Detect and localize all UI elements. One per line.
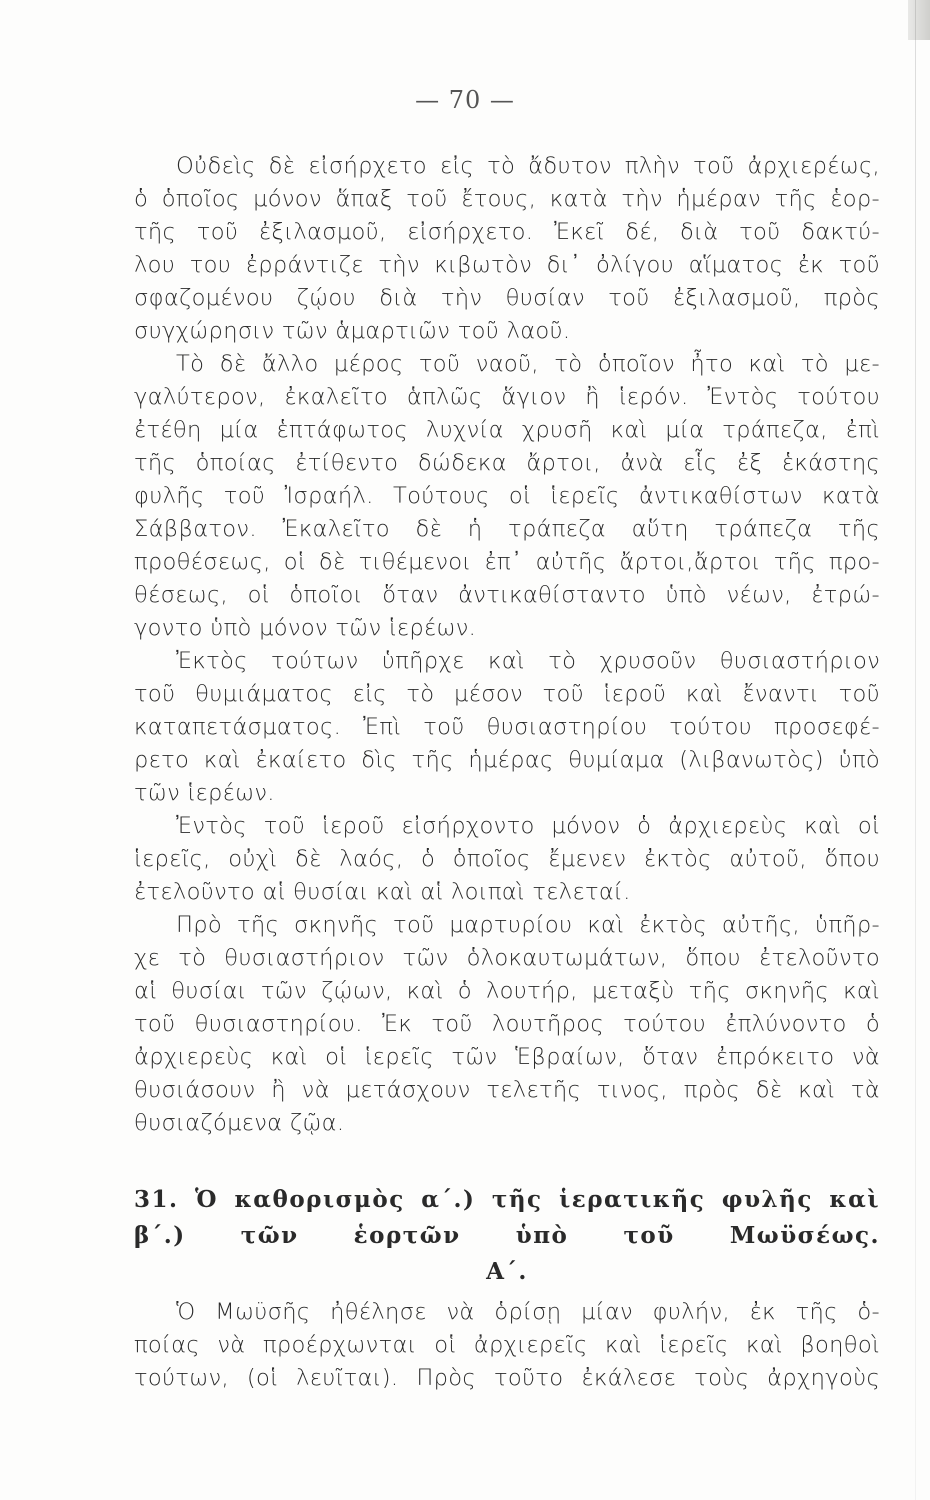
- page-number: — 70 —: [415, 86, 515, 114]
- heading-line: 31. Ὁ καθορισμὸς α΄.) τῆς ἱερατικῆς φυλῆς καὶ: [134, 1186, 880, 1213]
- section-opening-text: [134, 1296, 880, 1395]
- text-line: ρετο καὶ ἐκαίετο δὶς τῆς ἡμέρας θυμίαμα (λιβανωτὸς) ὑπὸ: [134, 747, 880, 773]
- page-edge-line: [915, 0, 916, 1500]
- text-line: γοντο ὑπὸ μόνον τῶν ἱερέων.: [134, 615, 477, 641]
- text-line: γαλύτερον, ἐκαλεῖτο ἁπλῶς ἅγιον ἢ ἱερόν. Ἐντὸς τούτου: [134, 384, 880, 410]
- body-text: [134, 150, 880, 1140]
- page-edge-shadow: [908, 0, 930, 40]
- text-line: καταπετάσματος. Ἐπὶ τοῦ θυσιαστηρίου τούτου προσεφέ-: [134, 714, 880, 740]
- text-line: τοῦ θυσιαστηρίου. Ἐκ τοῦ λουτῆρος τούτου ἐπλύνοντο ὁ: [134, 1011, 880, 1037]
- text-line: Ἐντὸς τοῦ ἱεροῦ εἰσήρχοντο μόνον ὁ ἀρχιερεὺς καὶ οἱ: [176, 813, 880, 839]
- text-line: ἐτέθη μία ἑπτάφωτος λυχνία χρυσῆ καὶ μία τράπεζα, ἐπὶ: [134, 417, 880, 443]
- section-heading: [134, 1182, 880, 1290]
- text-line: Ὁ Μωϋσῆς ἠθέλησε νὰ ὁρίσῃ μίαν φυλήν, ἐκ τῆς ὁ-: [176, 1299, 880, 1325]
- text-line: θέσεως, οἱ ὁποῖοι ὅταν ἀντικαθίσταντο ὑπὸ νέων, ἐτρώ-: [134, 582, 880, 608]
- text-line: Σάββατον. Ἐκαλεῖτο δὲ ἡ τράπεζα αὕτη τράπεζα τῆς: [134, 516, 880, 542]
- text-line: ἱερεῖς, οὐχὶ δὲ λαός, ὁ ὁποῖος ἔμενεν ἐκτὸς αὐτοῦ, ὅπου: [134, 846, 880, 872]
- text-line: Τὸ δὲ ἄλλο μέρος τοῦ ναοῦ, τὸ ὁποῖον ἦτο καὶ τὸ με-: [176, 351, 880, 377]
- heading-line: Α΄.: [486, 1258, 528, 1285]
- text-line: προθέσεως, οἱ δὲ τιθέμενοι ἐπ᾿ αὐτῆς ἄρτοι,ἄρτοι τῆς προ-: [134, 549, 880, 575]
- text-line: φυλῆς τοῦ Ἰσραήλ. Τούτους οἱ ἱερεῖς ἀντικαθίστων κατὰ: [134, 483, 880, 509]
- text-line: θυσιάσουν ἢ νὰ μετάσχουν τελετῆς τινος, πρὸς δὲ καὶ τὰ: [134, 1077, 880, 1103]
- text-line: ἐτελοῦντο αἱ θυσίαι καὶ αἱ λοιπαὶ τελεταί.: [134, 879, 631, 905]
- text-line: τοῦ θυμιάματος εἰς τὸ μέσον τοῦ ἱεροῦ καὶ ἔναντι τοῦ: [134, 681, 880, 707]
- text-line: τῶν ἱερέων.: [134, 780, 275, 806]
- text-line: ὁ ὁποῖος μόνον ἅπαξ τοῦ ἔτους, κατὰ τὴν ἡμέραν τῆς ἑορ-: [134, 186, 880, 212]
- text-line: Οὐδεὶς δὲ εἰσήρχετο εἰς τὸ ἄδυτον πλὴν τοῦ ἀρχιερέως,: [176, 153, 880, 179]
- text-line: χε τὸ θυσιαστήριον τῶν ὁλοκαυτωμάτων, ὅπου ἐτελοῦντο: [134, 945, 880, 971]
- text-line: σφαζομένου ζῴου διὰ τὴν θυσίαν τοῦ ἐξιλασμοῦ, πρὸς: [134, 285, 880, 311]
- text-line: τούτων, (οἱ λευῖται). Πρὸς τοῦτο ἐκάλεσε τοὺς ἀρχηγοὺς: [134, 1365, 880, 1391]
- text-line: θυσιαζόμενα ζῷα.: [134, 1110, 345, 1136]
- text-line: αἱ θυσίαι τῶν ζῴων, καὶ ὁ λουτήρ, μεταξὺ τῆς σκηνῆς καὶ: [134, 978, 880, 1004]
- text-line: λου του ἐρράντιζε τὴν κιβωτὸν δι᾿ ὀλίγου αἵματος ἐκ τοῦ: [134, 252, 880, 278]
- text-line: συγχώρησιν τῶν ἁμαρτιῶν τοῦ λαοῦ.: [134, 318, 571, 344]
- text-line: τῆς ὁποίας ἐτίθεντο δώδεκα ἄρτοι, ἀνὰ εἷς ἐξ ἑκάστης: [134, 450, 880, 476]
- heading-line: β΄.) τῶν ἑορτῶν ὑπὸ τοῦ Μωϋσέως.: [134, 1222, 880, 1249]
- text-line: ποίας νὰ προέρχωνται οἱ ἀρχιερεῖς καὶ ἱερεῖς καὶ βοηθοὶ: [134, 1332, 880, 1358]
- text-line: ἀρχιερεὺς καὶ οἱ ἱερεῖς τῶν Ἑβραίων, ὅταν ἐπρόκειτο νὰ: [134, 1044, 880, 1070]
- text-line: Πρὸ τῆς σκηνῆς τοῦ μαρτυρίου καὶ ἐκτὸς αὐτῆς, ὑπῆρ-: [176, 912, 880, 938]
- text-line: τῆς τοῦ ἐξιλασμοῦ, εἰσήρχετο. Ἐκεῖ δέ, διὰ τοῦ δακτύ-: [134, 219, 880, 245]
- text-line: Ἐκτὸς τούτων ὑπῆρχε καὶ τὸ χρυσοῦν θυσιαστήριον: [176, 648, 880, 674]
